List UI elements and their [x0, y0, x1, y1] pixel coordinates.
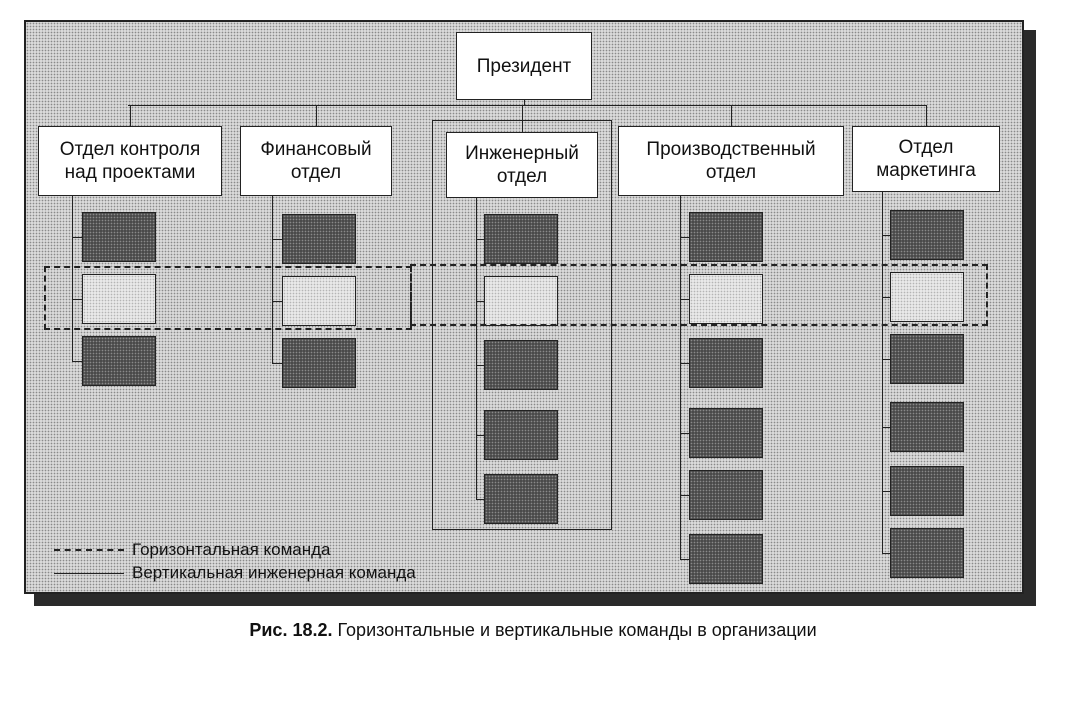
- position-connector: [680, 495, 689, 496]
- position-connector: [882, 359, 890, 360]
- position-connector: [680, 559, 689, 560]
- position-box: [282, 214, 356, 264]
- position-connector: [72, 361, 82, 362]
- position-box: [484, 340, 558, 390]
- department-box: [852, 126, 1000, 192]
- department-label: Отдел контроля над проектами: [59, 139, 201, 183]
- caption-text: Горизонтальные и вертикальные команды в организации: [337, 620, 817, 640]
- position-box: [484, 410, 558, 460]
- department-label: Инженерный отдел: [465, 143, 579, 187]
- top-bus-line: [128, 105, 926, 106]
- position-connector: [72, 237, 82, 238]
- department-spine: [680, 196, 681, 559]
- president-box: [456, 32, 592, 100]
- president-label: Президент: [476, 55, 572, 77]
- position-connector: [680, 237, 689, 238]
- legend-horizontal-team: [54, 540, 331, 560]
- caption-number: Рис. 18.2.: [249, 620, 333, 640]
- position-connector: [882, 235, 890, 236]
- position-connector: [272, 239, 282, 240]
- position-connector: [882, 427, 890, 428]
- horizontal-team-outline-left: [44, 266, 412, 330]
- department-spine: [476, 198, 477, 499]
- position-box: [890, 402, 964, 452]
- figure-caption: [0, 620, 1066, 641]
- position-connector: [476, 365, 484, 366]
- position-box: [689, 408, 763, 458]
- position-box: [484, 214, 558, 264]
- position-box: [82, 212, 156, 262]
- position-box: [689, 212, 763, 262]
- position-box: [890, 466, 964, 516]
- department-drop-line: [522, 105, 523, 132]
- solid-line-sample: [54, 573, 124, 574]
- department-label: Финансовый отдел: [260, 139, 372, 183]
- department-drop-line: [316, 105, 317, 126]
- department-box: [240, 126, 392, 196]
- position-connector: [272, 363, 282, 364]
- position-box: [484, 474, 558, 524]
- department-drop-line: [731, 105, 732, 126]
- position-connector: [680, 363, 689, 364]
- dashed-line-sample: [54, 549, 124, 551]
- horizontal-team-outline-right: [410, 264, 988, 326]
- position-box: [689, 534, 763, 584]
- position-box: [689, 338, 763, 388]
- department-drop-line: [130, 105, 131, 126]
- position-box: [890, 210, 964, 260]
- position-connector: [882, 491, 890, 492]
- position-connector: [680, 433, 689, 434]
- legend-horizontal-label: Горизонтальная команда: [132, 540, 331, 559]
- position-box: [282, 338, 356, 388]
- position-connector: [476, 499, 484, 500]
- department-label: Производственный отдел: [646, 139, 816, 183]
- position-box: [890, 528, 964, 578]
- position-box: [82, 336, 156, 386]
- department-box: [38, 126, 222, 196]
- department-box: [446, 132, 598, 198]
- department-drop-line: [926, 105, 927, 126]
- position-connector: [476, 435, 484, 436]
- position-box: [890, 334, 964, 384]
- department-spine: [882, 192, 883, 553]
- legend-vertical-label: Вертикальная инженерная команда: [132, 563, 416, 582]
- department-box: [618, 126, 844, 196]
- department-label: Отдел маркетинга: [876, 137, 976, 181]
- position-connector: [476, 239, 484, 240]
- position-connector: [882, 553, 890, 554]
- position-box: [689, 470, 763, 520]
- legend-vertical-team: [54, 563, 416, 583]
